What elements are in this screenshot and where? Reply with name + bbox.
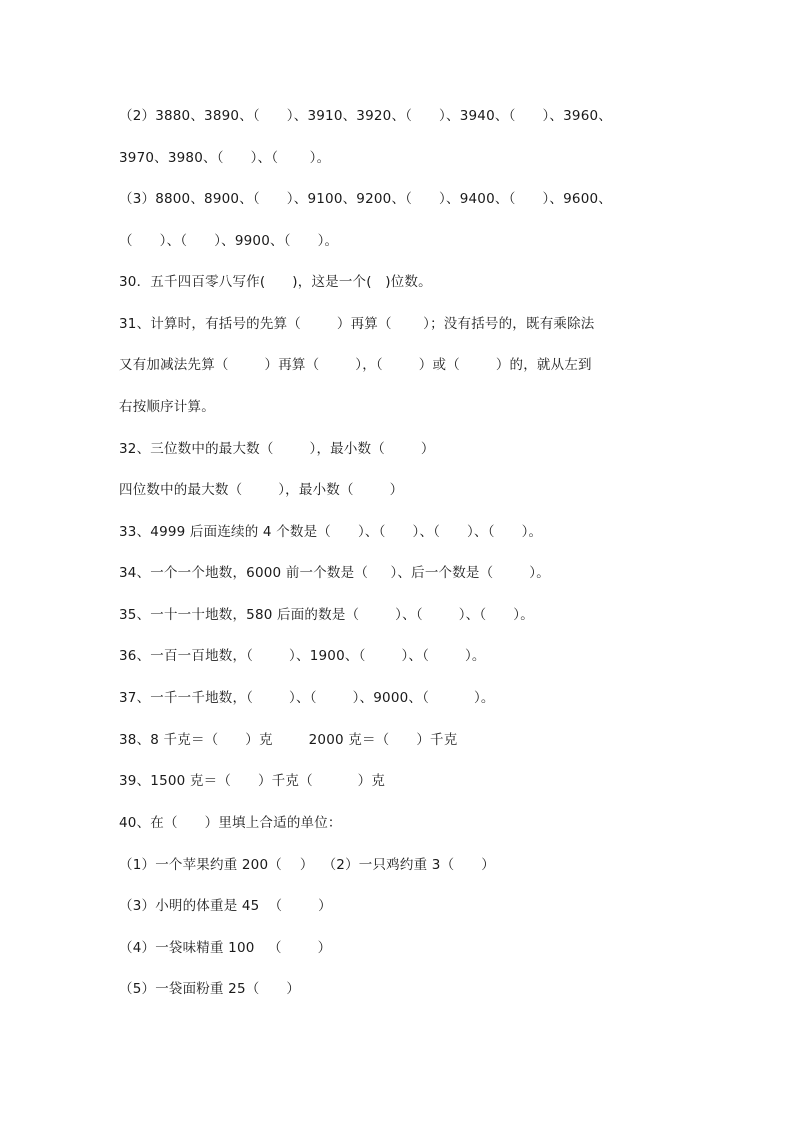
question-31-line-3: 右按顺序计算。 <box>119 399 215 415</box>
question-31-line-2: 又有加减法先算（ ）再算（ ），（ ）或（ ）的，就从左到 <box>119 357 592 373</box>
question-29-part-2-line-2: 3970、3980、（ ）、（ ）。 <box>119 150 331 166</box>
question-40-item-5: （5）一袋面粉重 25（ ） <box>119 981 301 997</box>
question-32-line-2: 四位数中的最大数（ ），最小数（ ） <box>119 482 404 498</box>
question-39: 39、1500 克＝（ ）千克（ ）克 <box>119 773 386 789</box>
question-40-item-3: （3）小明的体重是 45 （ ） <box>119 898 332 914</box>
question-38: 38、8 千克＝（ ）克 2000 克＝（ ）千克 <box>119 732 458 748</box>
question-34: 34、一个一个地数，6000 前一个数是（ ）、后一个数是（ ）。 <box>119 565 550 581</box>
question-40-item-4: （4）一袋味精重 100 （ ） <box>119 940 332 956</box>
question-33: 33、4999 后面连续的 4 个数是（ ）、（ ）、（ ）、（ ）。 <box>119 524 543 540</box>
question-40-items-1-2: （1）一个苹果约重 200（ ） （2）一只鸡约重 3（ ） <box>119 857 495 873</box>
question-40: 40、在（ ）里填上合适的单位： <box>119 815 342 831</box>
question-31-line-1: 31、计算时，有括号的先算（ ）再算（ ）；没有括号的，既有乘除法 <box>119 316 595 332</box>
question-35: 35、一十一十地数，580 后面的数是（ ）、（ ）、（ ）。 <box>119 607 534 623</box>
question-37: 37、一千一千地数，（ ）、（ ）、9000、（ ）。 <box>119 690 495 706</box>
question-30: 30．五千四百零八写作( )，这是一个( )位数。 <box>119 274 432 290</box>
question-32-line-1: 32、三位数中的最大数（ ），最小数（ ） <box>119 441 435 457</box>
question-29-part-3-line-2: （ ）、（ ）、9900、（ ）。 <box>119 233 339 249</box>
question-29-part-3-line-1: （3）8800、8900、（ ）、9100、9200、（ ）、9400、（ ）、9600、 <box>119 191 612 207</box>
question-36: 36、一百一百地数，（ ）、1900、（ ）、（ ）。 <box>119 648 486 664</box>
question-29-part-2-line-1: （2）3880、3890、（ ）、3910、3920、（ ）、3940、（ ）、3960、 <box>119 108 612 124</box>
